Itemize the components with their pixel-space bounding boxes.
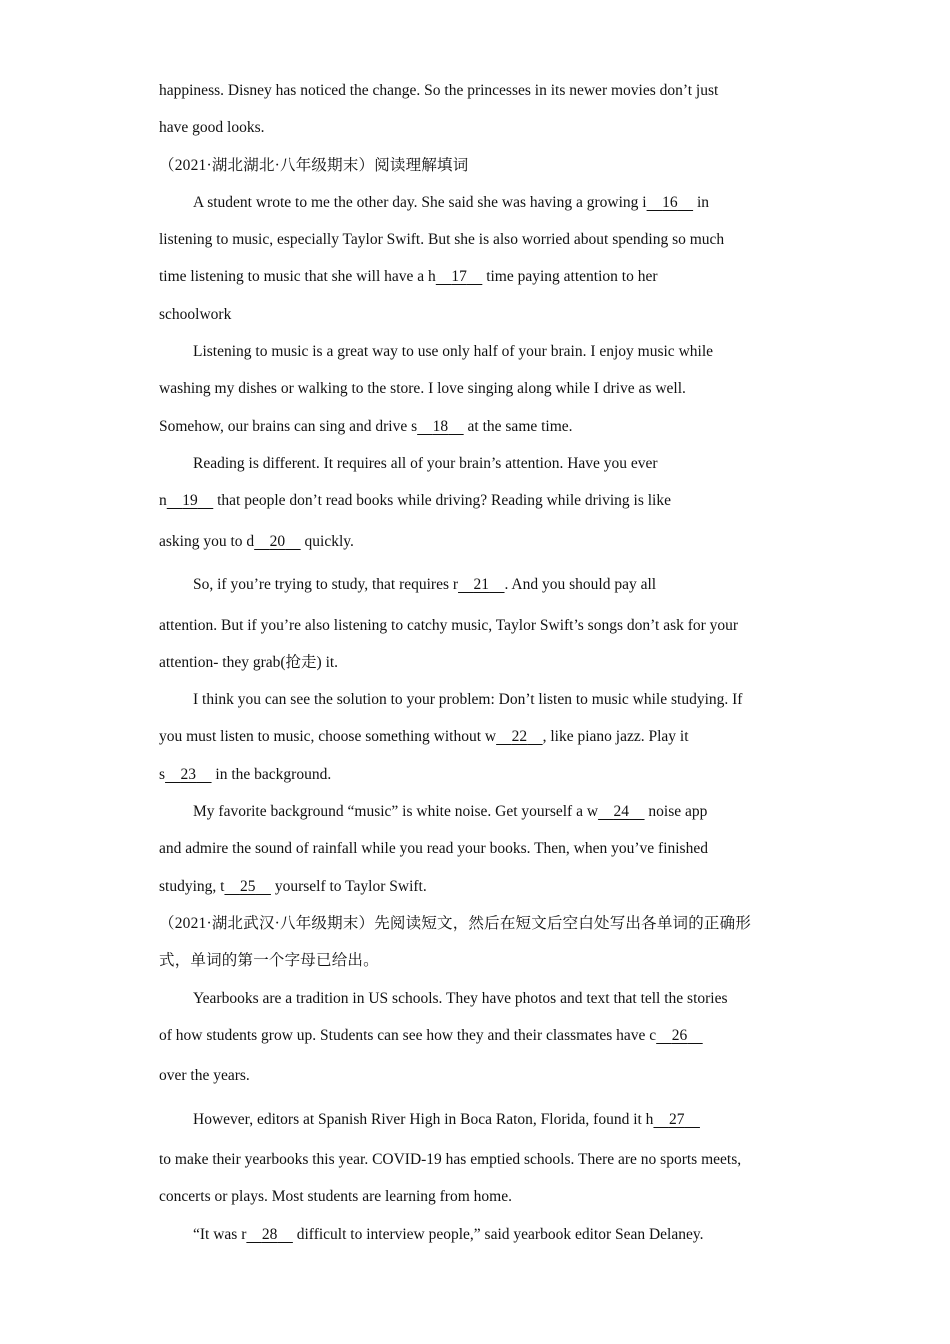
line-text: 式，单词的第一个字母已给出。 (159, 952, 379, 970)
line-text-after: difficult to interview people,” said yearbook editor Sean Delaney. (292, 1225, 704, 1243)
line-text: So, if you’re trying to study, that requires r (193, 576, 459, 594)
cloze-line (159, 258, 795, 295)
text-line (159, 370, 795, 407)
line-text: over the years. (159, 1067, 250, 1085)
line-text: A student wrote to me the other day. She said she was having a growing i (193, 193, 647, 211)
line-text: of how students grow up. Students can see how they and their classmates have c (159, 1026, 657, 1044)
answer-blank (653, 1098, 700, 1142)
blank-number: 28 (261, 1225, 278, 1243)
line-text: （2021·湖北湖北·八年级期末）阅读理解填词 (159, 156, 469, 174)
cloze-line (159, 520, 795, 564)
line-text: to make their yearbooks this year. COVID-19 has emptied schools. There are no sports meets, (159, 1151, 742, 1169)
line-text: asking you to d (159, 532, 255, 550)
blank-number: 22 (511, 728, 528, 746)
answer-blank (458, 563, 505, 607)
blank-number: 17 (451, 268, 467, 286)
text-line (159, 445, 795, 482)
answer-blank (254, 520, 301, 564)
text-line (159, 109, 795, 146)
line-text: n (159, 492, 167, 510)
line-text: washing my dishes or walking to the store. I love singing along while I drive as well. (159, 380, 686, 398)
line-text: schoolwork (159, 305, 232, 323)
text-line (159, 1178, 795, 1215)
cloze-line (159, 718, 795, 755)
line-text: studying, t (159, 877, 225, 895)
line-text-after: at the same time. (463, 417, 573, 435)
document-content (159, 72, 795, 1253)
line-text: have good looks. (159, 119, 265, 137)
line-text-after: yourself to Taylor Swift. (270, 877, 427, 895)
line-text: Reading is different. It requires all of your brain’s attention. Have you ever (193, 454, 658, 472)
text-line (159, 296, 795, 333)
line-text: s (159, 765, 166, 783)
cloze-line (159, 793, 795, 830)
line-text: However, editors at Spanish River High in Boca Raton, Florida, found it h (193, 1110, 654, 1128)
line-text: （2021·湖北武汉·八年级期末）先阅读短文，然后在短文后空白处写出各单词的正确形 (159, 914, 752, 932)
line-text: you must listen to music, choose something without w (159, 728, 497, 746)
cloze-line (159, 868, 795, 905)
text-line (159, 980, 795, 1017)
line-text-after: that people don’t read books while driving? Reading while driving is like (213, 492, 671, 510)
text-line (159, 644, 795, 681)
blank-number: 27 (668, 1110, 685, 1128)
line-text-after: . And you should pay all (504, 576, 657, 594)
blank-number: 26 (671, 1026, 688, 1044)
line-text: happiness. Disney has noticed the change. So the princesses in its newer movies don’t just (159, 82, 719, 99)
blank-number: 19 (182, 492, 198, 510)
blank-number: 23 (180, 765, 197, 783)
line-text: My favorite background “music” is white noise. Get yourself a w (193, 803, 599, 821)
line-text: concerts or plays. Most students are learning from home. (159, 1188, 512, 1206)
text-line (159, 607, 795, 644)
cloze-line (159, 756, 795, 793)
answer-blank (246, 1216, 293, 1253)
line-text: Listening to music is a great way to use only half of your brain. I enjoy music while (193, 343, 713, 361)
answer-blank (165, 756, 212, 793)
line-text-after: noise app (644, 803, 708, 821)
text-line (159, 221, 795, 258)
text-line (159, 681, 795, 718)
answer-blank (496, 718, 543, 755)
blank-number: 24 (613, 803, 630, 821)
answer-blank (656, 1017, 703, 1054)
text-line (159, 1141, 795, 1178)
line-text: and admire the sound of rainfall while you read your books. Then, when you’ve finished (159, 840, 708, 858)
blank-number: 25 (239, 877, 256, 895)
line-text: I think you can see the solution to your problem: Don’t listen to music while studying. If (193, 691, 743, 709)
answer-blank (417, 408, 464, 445)
text-line (159, 830, 795, 867)
cloze-line (159, 482, 795, 519)
blank-number: 20 (269, 532, 286, 550)
blank-number: 18 (432, 417, 449, 435)
answer-blank (436, 258, 483, 295)
answer-blank (647, 184, 694, 221)
cloze-line (159, 1098, 795, 1142)
text-line (159, 333, 795, 370)
text-line (159, 1054, 795, 1098)
blank-number: 21 (473, 576, 490, 594)
line-text: attention- they grab(抢走) it. (159, 653, 339, 671)
section-heading (159, 147, 795, 184)
line-text: “It was r (193, 1225, 247, 1243)
answer-blank (224, 868, 271, 905)
line-text: listening to music, especially Taylor Swift. But she is also worried about spending so much (159, 231, 725, 249)
answer-blank (167, 482, 214, 519)
line-text-after: quickly. (300, 532, 354, 550)
blank-number: 16 (662, 193, 678, 211)
line-text-after: time paying attention to her (482, 268, 658, 286)
cloze-line (159, 563, 795, 607)
line-text: Somehow, our brains can sing and drive s (159, 417, 418, 435)
line-text: attention. But if you’re also listening to catchy music, Taylor Swift’s songs don’t ask for your (159, 616, 739, 634)
cloze-line (159, 184, 795, 221)
section-heading (159, 905, 795, 942)
line-text-after: , like piano jazz. Play it (542, 728, 689, 746)
line-text-after: in the background. (211, 765, 332, 783)
line-text-after: in (693, 193, 710, 211)
line-text: Yearbooks are a tradition in US schools. They have photos and text that tell the stories (193, 989, 728, 1007)
answer-blank (598, 793, 645, 830)
cloze-line (159, 1216, 795, 1253)
cloze-line (159, 408, 795, 445)
text-line (159, 72, 795, 109)
section-heading (159, 942, 795, 979)
line-text: time listening to music that she will have a h (159, 268, 436, 286)
cloze-line (159, 1017, 795, 1054)
